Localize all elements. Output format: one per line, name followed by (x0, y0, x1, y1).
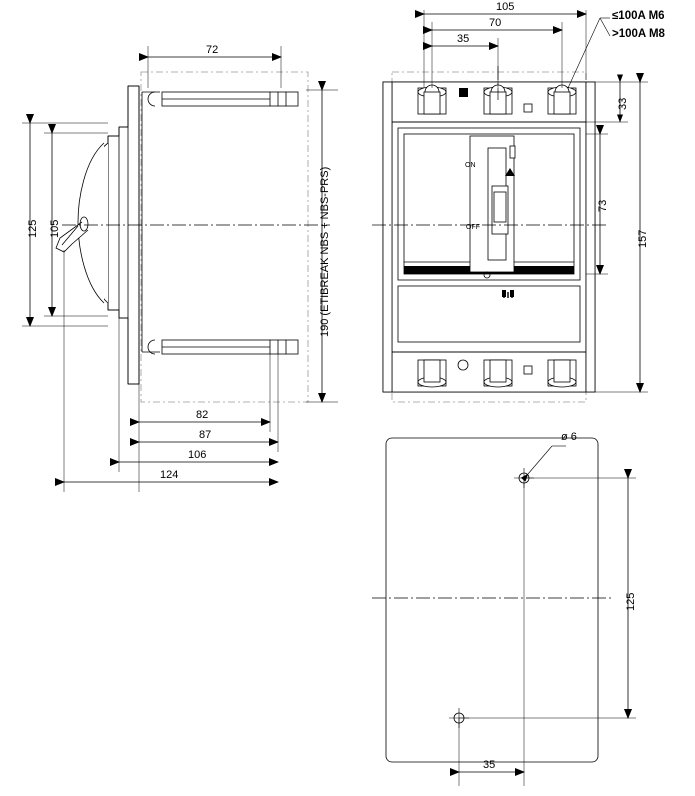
dim-label-plan-35: 35 (483, 759, 496, 771)
dim-label-front-105: 105 (496, 1, 515, 13)
dim-label-plan-125: 125 (625, 592, 637, 611)
dim-label-side-87: 87 (199, 429, 212, 441)
switch-off-label: OFF (466, 224, 480, 231)
switch-on-label: ON (465, 162, 476, 169)
dim-label-side-105: 105 (49, 219, 61, 238)
dim-label-front-157: 157 (637, 229, 649, 248)
dim-label-front-35: 35 (457, 33, 470, 45)
dim-label-side-125: 125 (27, 219, 39, 238)
dim-label-side-72: 72 (206, 44, 219, 56)
dim-label-side-190: 190 (ETIBREAK NBS + NBS-PRS) (319, 166, 331, 337)
dim-label-front-33: 33 (617, 97, 629, 110)
dim-label-side-124: 124 (160, 469, 179, 481)
dim-label-front-70: 70 (489, 17, 502, 29)
terminal-note-1: ≤100A M6 (612, 10, 665, 22)
dim-label-side-82: 82 (196, 409, 209, 421)
terminal-note-2: >100A M8 (612, 28, 665, 40)
dim-label-hole-dia: ø 6 (561, 431, 577, 443)
dim-label-side-106: 106 (188, 449, 207, 461)
dim-label-front-73: 73 (597, 199, 609, 212)
